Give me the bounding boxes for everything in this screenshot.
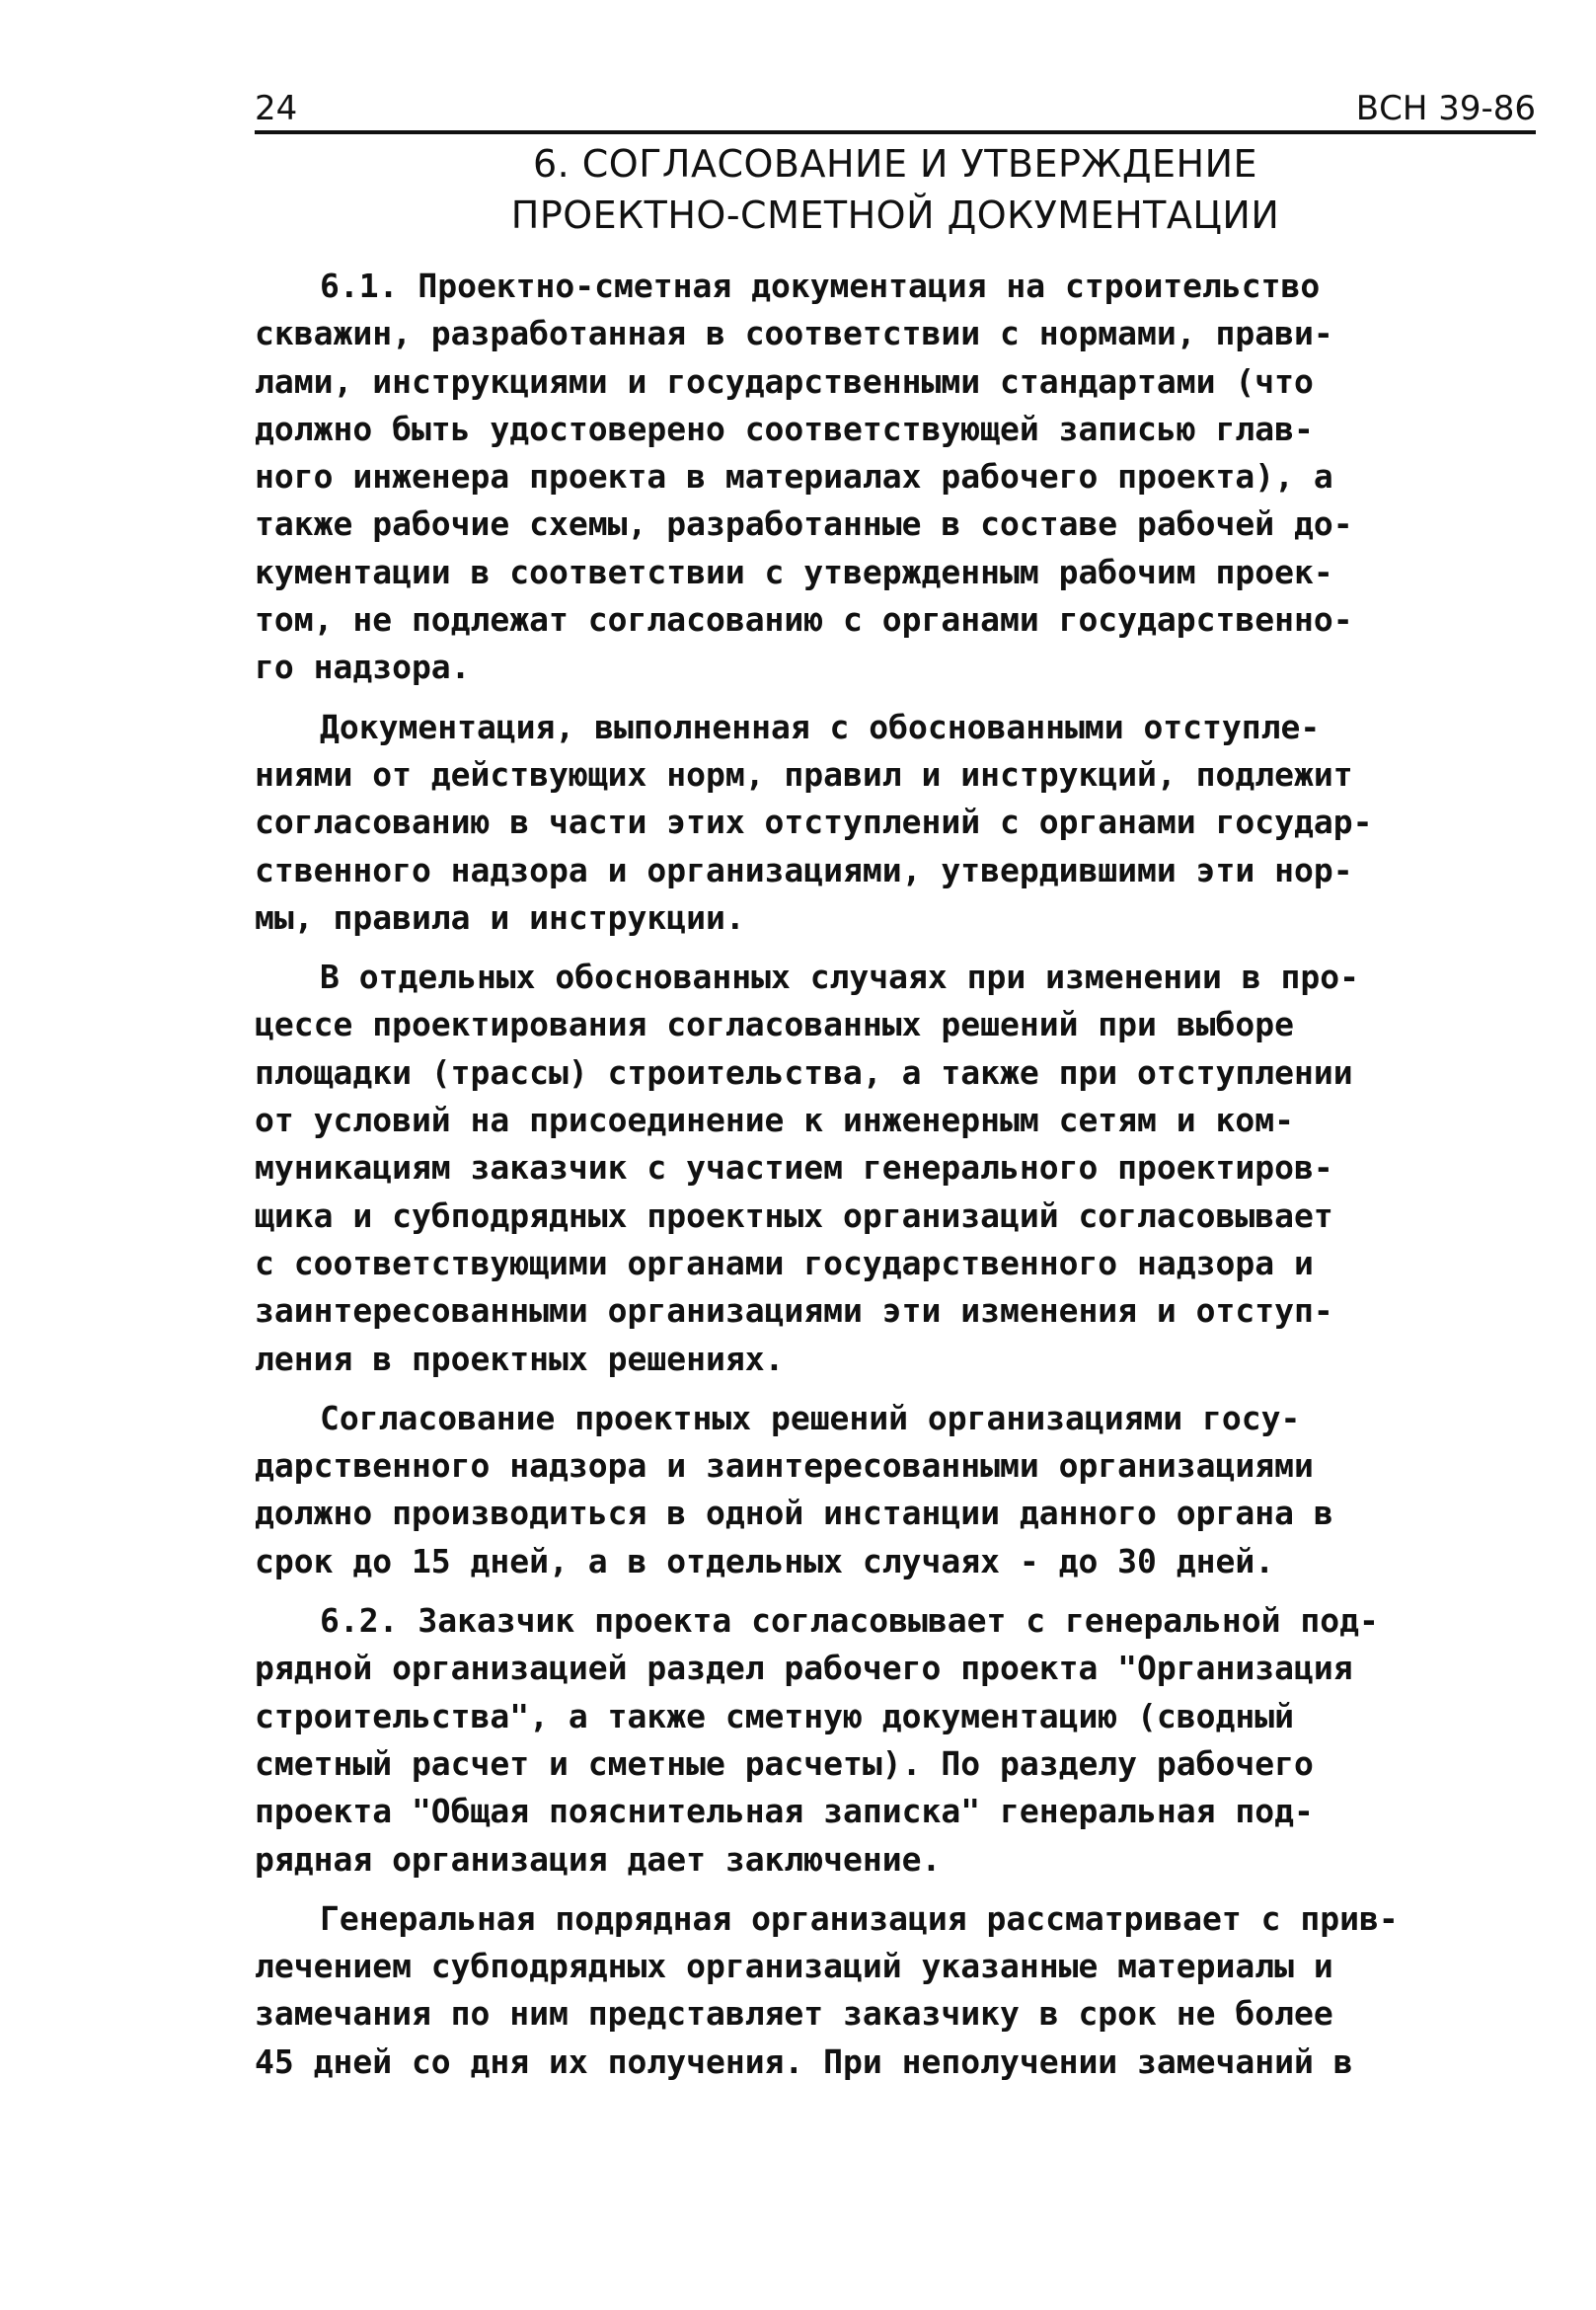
section-heading-line: ПРОЕКТНО-СМЕТНОЙ ДОКУМЕНТАЦИИ: [510, 193, 1280, 237]
text-line: Генеральная подрядная организация рассматривает с прив-: [320, 1898, 1399, 1938]
body-text: [255, 263, 1536, 2098]
document-code: ВСН 39-86: [1355, 89, 1536, 128]
paragraph: [255, 704, 1536, 942]
text-line: лечением субподрядных организаций указанные материалы и: [255, 1947, 1333, 1986]
text-line: строительства", а также сметную документацию (сводный: [255, 1696, 1294, 1735]
text-line: 6.2. Заказчик проекта согласовывает с генеральной под-: [320, 1601, 1379, 1641]
paragraph: [255, 1597, 1536, 1884]
text-line: заинтересованными организациями эти изменения и отступ-: [255, 1291, 1333, 1331]
text-line: проекта "Общая пояснительная записка" генеральная под-: [255, 1792, 1314, 1831]
text-line: рядной организацией раздел рабочего проекта "Организация: [255, 1649, 1353, 1688]
text-line: ного инженера проекта в материалах рабочего проекта), а: [255, 457, 1333, 497]
text-line: должно производиться в одной инстанции данного органа в: [255, 1494, 1333, 1533]
text-line: ственного надзора и организациями, утвердившими эти нор-: [255, 850, 1353, 889]
text-line: В отдельных обоснованных случаях при изменении в про-: [320, 958, 1359, 997]
paragraph: [255, 1395, 1536, 1585]
text-line: ниями от действующих норм, правил и инструкций, подлежит: [255, 754, 1353, 794]
text-line: ления в проектных решениях.: [255, 1339, 785, 1378]
text-line: срок до 15 дней, а в отдельных случаях - до 30 дней.: [255, 1541, 1275, 1580]
text-line: дарственного надзора и заинтересованными организациями: [255, 1446, 1314, 1486]
text-line: 45 дней со дня их получения. При неполучении замечаний в: [255, 2041, 1353, 2081]
section-heading: [255, 138, 1536, 241]
text-line: согласованию в части этих отступлений с органами государ-: [255, 803, 1373, 842]
text-line: также рабочие схемы, разработанные в составе рабочей до-: [255, 504, 1353, 544]
text-line: мы, правила и инструкции.: [255, 897, 745, 937]
paragraph: [255, 1895, 1536, 2086]
text-line: муникациям заказчик с участием генерального проектиров-: [255, 1148, 1333, 1188]
text-line: сметный расчет и сметные расчеты). По разделу рабочего: [255, 1743, 1314, 1783]
page-header: [255, 87, 1536, 134]
page-number: 24: [255, 89, 298, 128]
text-line: лами, инструкциями и государственными стандартами (что: [255, 361, 1314, 401]
paragraph: [255, 263, 1536, 692]
text-line: цессе проектирования согласованных решений при выборе: [255, 1005, 1294, 1044]
text-line: рядная организация дает заключение.: [255, 1839, 942, 1879]
text-line: щика и субподрядных проектных организаций согласовывает: [255, 1195, 1333, 1235]
text-line: го надзора.: [255, 648, 471, 687]
text-line: с соответствующими органами государственного надзора и: [255, 1243, 1314, 1282]
text-line: от условий на присоединение к инженерным сетям и ком-: [255, 1101, 1294, 1140]
text-line: должно быть удостоверено соответствующей записью глав-: [255, 409, 1314, 448]
text-line: Согласование проектных решений организациями госу-: [320, 1398, 1301, 1437]
paragraph: [255, 954, 1536, 1383]
text-line: том, не подлежат согласованию с органами государственно-: [255, 600, 1353, 640]
text-line: площадки (трассы) строительства, а также при отступлении: [255, 1052, 1353, 1092]
text-line: 6.1. Проектно-сметная документация на строительство: [320, 267, 1321, 305]
text-line: скважин, разработанная в соответствии с нормами, прави-: [255, 314, 1333, 353]
section-heading-line: 6. СОГЛАСОВАНИЕ И УТВЕРЖДЕНИЕ: [532, 142, 1258, 186]
text-line: замечания по ним представляет заказчику в срок не более: [255, 1994, 1333, 2034]
text-line: Документация, выполненная с обоснованными отступле-: [320, 707, 1321, 746]
text-line: кументации в соответствии с утвержденным рабочим проек-: [255, 552, 1333, 591]
